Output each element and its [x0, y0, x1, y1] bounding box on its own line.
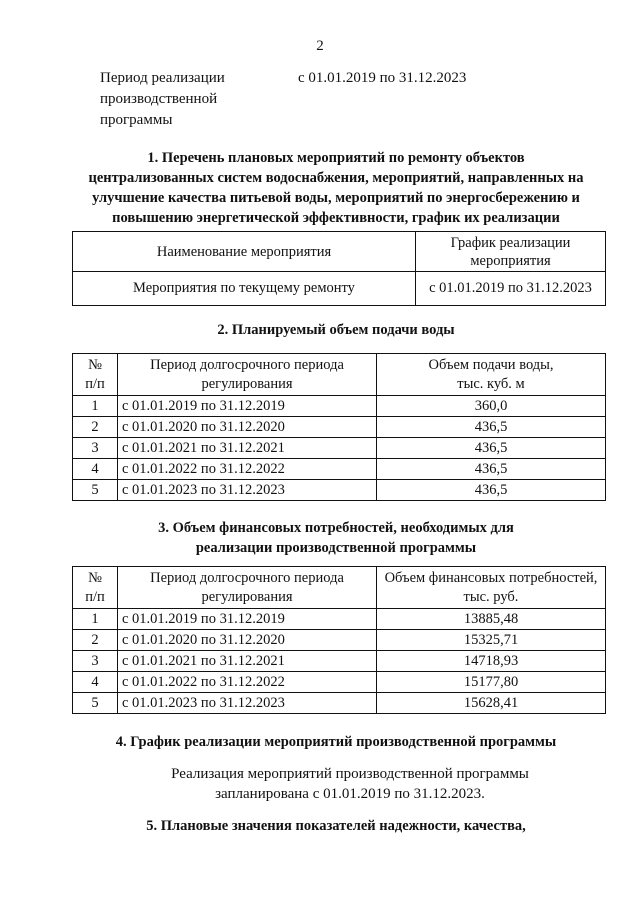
table-header-row [73, 567, 606, 609]
table-row [73, 693, 606, 714]
row-period: с 01.01.2019 по 31.12.2019 [118, 396, 377, 417]
row-period: с 01.01.2021 по 31.12.2021 [118, 438, 377, 459]
row-value: 13885,48 [377, 609, 606, 630]
table-row [73, 672, 606, 693]
activity-schedule-cell: с 01.01.2019 по 31.12.2023 [416, 272, 606, 306]
row-value: 436,5 [377, 438, 606, 459]
section3-title-line: реализации производственной программы [195, 540, 477, 556]
header-number-line: № [88, 356, 102, 373]
water-supply-table [72, 353, 606, 501]
header-number-line: п/п [85, 375, 105, 392]
row-period: с 01.01.2022 по 31.12.2022 [118, 672, 377, 693]
row-number: 4 [73, 672, 118, 693]
table-row [73, 651, 606, 672]
section5-title: 5. Плановые значения показателей надежности, качества, [146, 818, 526, 834]
table-row [73, 630, 606, 651]
table-header-row [73, 354, 606, 396]
header-schedule-line: График реализации [450, 234, 571, 251]
table-row [73, 396, 606, 417]
header-schedule-line: мероприятия [470, 252, 551, 269]
section3-title-line: 3. Объем финансовых потребностей, необходимых для [158, 520, 514, 536]
row-number: 5 [73, 693, 118, 714]
period-label-line: программы [100, 112, 173, 128]
header-financial-needs [377, 567, 606, 609]
row-number: 2 [73, 417, 118, 438]
header-period-line: регулирования [201, 588, 293, 605]
table-row [73, 459, 606, 480]
activity-name-cell: Мероприятия по текущему ремонту [73, 272, 416, 306]
period-label-line: производственной [100, 91, 218, 107]
header-volume-line: Объем подачи воды, [428, 356, 554, 373]
header-activity-name: Наименование мероприятия [73, 232, 416, 272]
header-number-line: п/п [85, 588, 105, 605]
section2-title: 2. Планируемый объем подачи воды [217, 322, 455, 338]
header-volume-line: тыс. куб. м [457, 375, 525, 392]
row-period: с 01.01.2023 по 31.12.2023 [118, 480, 377, 501]
section3-title [60, 518, 612, 558]
row-number: 1 [73, 609, 118, 630]
header-period-line: Период долгосрочного периода [150, 356, 344, 373]
header-number [73, 567, 118, 609]
table-row [73, 272, 606, 306]
header-schedule [416, 232, 606, 272]
table-row [73, 609, 606, 630]
row-value: 14718,93 [377, 651, 606, 672]
page-number: 2 [316, 38, 324, 54]
row-number: 2 [73, 630, 118, 651]
activities-table [72, 231, 606, 306]
header-financial-needs-line: Объем финансовых потребностей, [384, 569, 598, 586]
row-value: 436,5 [377, 480, 606, 501]
row-value: 15325,71 [377, 630, 606, 651]
section1-title-line: 1. Перечень плановых мероприятий по ремонту объектов [147, 150, 525, 166]
period-value: с 01.01.2019 по 31.12.2023 [298, 70, 467, 86]
header-number-line: № [88, 569, 102, 586]
row-period: с 01.01.2021 по 31.12.2021 [118, 651, 377, 672]
period-label [100, 68, 270, 131]
row-number: 3 [73, 438, 118, 459]
row-value: 436,5 [377, 417, 606, 438]
header-period [118, 567, 377, 609]
section4-text [100, 764, 600, 804]
section4-text-line: запланирована с 01.01.2019 по 31.12.2023. [215, 786, 485, 802]
row-period: с 01.01.2019 по 31.12.2019 [118, 609, 377, 630]
row-period: с 01.01.2020 по 31.12.2020 [118, 417, 377, 438]
row-value: 15628,41 [377, 693, 606, 714]
section4-title: 4. График реализации мероприятий производственной программы [115, 734, 557, 750]
header-financial-needs-line: тыс. руб. [463, 588, 519, 605]
header-number [73, 354, 118, 396]
row-number: 1 [73, 396, 118, 417]
table-row [73, 417, 606, 438]
section1-title-line: централизованных систем водоснабжения, мероприятий, направленных на [88, 170, 584, 186]
section1-title [60, 148, 612, 228]
row-number: 4 [73, 459, 118, 480]
table-row [73, 438, 606, 459]
header-volume [377, 354, 606, 396]
row-period: с 01.01.2020 по 31.12.2020 [118, 630, 377, 651]
row-value: 436,5 [377, 459, 606, 480]
row-period: с 01.01.2022 по 31.12.2022 [118, 459, 377, 480]
table-row [73, 480, 606, 501]
header-period-line: регулирования [201, 375, 293, 392]
section1-title-line: улучшение качества питьевой воды, мероприятий по энергосбережению и [92, 190, 580, 206]
table-header-row [73, 232, 606, 272]
financial-needs-table [72, 566, 606, 714]
section4-text-line: Реализация мероприятий производственной программы [171, 766, 529, 782]
row-value: 15177,80 [377, 672, 606, 693]
period-label-line: Период реализации [100, 70, 225, 86]
row-period: с 01.01.2023 по 31.12.2023 [118, 693, 377, 714]
row-number: 3 [73, 651, 118, 672]
section1-title-line: повышению энергетической эффективности, график их реализации [112, 210, 560, 226]
row-value: 360,0 [377, 396, 606, 417]
row-number: 5 [73, 480, 118, 501]
header-period-line: Период долгосрочного периода [150, 569, 344, 586]
header-period [118, 354, 377, 396]
